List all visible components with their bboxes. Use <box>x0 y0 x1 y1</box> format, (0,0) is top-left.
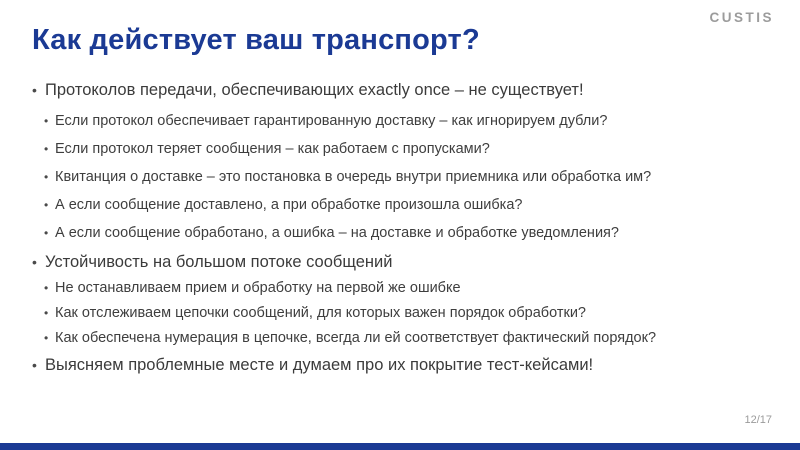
bullet-level2 <box>44 112 780 130</box>
bullet-text: Как отслеживаем цепочки сообщений, для которых важен порядок обработки? <box>55 305 586 321</box>
bullet-level2 <box>44 304 780 322</box>
bullet-icon: • <box>32 254 37 270</box>
custis-logo: CUSTIS <box>709 10 774 25</box>
bullet-icon: • <box>44 170 49 184</box>
bullet-level2 <box>44 140 780 158</box>
bullet-level2 <box>44 168 780 186</box>
footer-bar <box>0 443 800 450</box>
bullet-text: Квитанция о доставке – это постановка в очередь внутри приемника или обработка им? <box>55 169 652 185</box>
bullet-group <box>32 80 780 242</box>
bullet-text: Выясняем проблемные месте и думаем про их покрытие тест-кейсами! <box>45 356 594 374</box>
bullet-level1 <box>32 80 780 100</box>
slide-title: Как действует ваш транспорт? <box>32 24 480 56</box>
bullet-level2 <box>44 329 780 347</box>
bullet-icon: • <box>44 142 49 156</box>
bullet-text: Если протокол теряет сообщения – как работаем с пропусками? <box>55 141 490 157</box>
bullet-icon: • <box>32 357 37 373</box>
bullet-text: А если сообщение доставлено, а при обработке произошла ошибка? <box>55 197 523 213</box>
bullet-icon: • <box>44 226 49 240</box>
bullet-text: А если сообщение обработано, а ошибка – на доставке и обработке уведомления? <box>55 225 619 241</box>
bullet-level2 <box>44 196 780 214</box>
bullet-text: Устойчивость на большом потоке сообщений <box>45 253 393 271</box>
bullet-text: Если протокол обеспечивает гарантированную доставку – как игнорируем дубли? <box>55 113 608 129</box>
bullet-group <box>32 355 780 375</box>
bullet-level2 <box>44 224 780 242</box>
bullet-icon: • <box>44 331 49 345</box>
bullet-level1 <box>32 355 780 375</box>
bullet-text: Не останавливаем прием и обработку на первой же ошибке <box>55 280 461 296</box>
bullet-list <box>32 76 780 375</box>
bullet-icon: • <box>44 198 49 212</box>
bullet-icon: • <box>44 306 49 320</box>
bullet-level1 <box>32 252 780 272</box>
bullet-text: Протоколов передачи, обеспечивающих exactly once – не существует! <box>45 81 584 99</box>
page-number: 12/17 <box>744 414 772 426</box>
bullet-icon: • <box>44 114 49 128</box>
bullet-level2 <box>44 279 780 297</box>
bullet-icon: • <box>44 281 49 295</box>
bullet-text: Как обеспечена нумерация в цепочке, всегда ли ей соответствует фактический порядок? <box>55 330 657 346</box>
bullet-icon: • <box>32 82 37 98</box>
bullet-group <box>32 252 780 347</box>
